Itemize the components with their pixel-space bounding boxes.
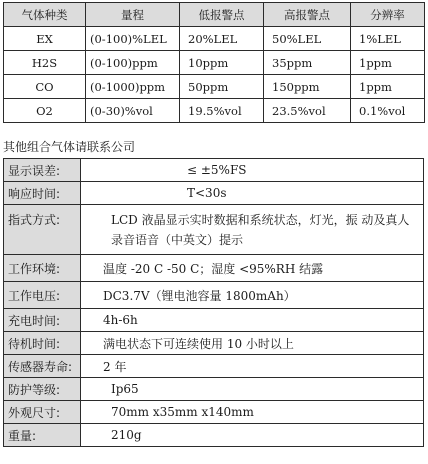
resolution-cell: 0.1%vol (351, 99, 425, 123)
gas-cell: EX (4, 27, 86, 51)
spec-label: 充电时间: (4, 309, 81, 332)
spec-value: 温度 -20 C -50 C；湿度 <95%RH 结露 (81, 255, 424, 282)
gas-cell: CO (4, 75, 86, 99)
spec-value: Ip65 (81, 378, 424, 401)
spec-value: 2 年 (81, 355, 424, 378)
gas-cell: O2 (4, 99, 86, 123)
spec-row (4, 332, 424, 355)
contact-note: 其他组合气体请联系公司 (3, 140, 136, 154)
spec-value: LCD 液晶显示实时数据和系统状态，灯光，振 动及真人录音语音（中英文）提示 (81, 205, 424, 255)
table-row (4, 51, 425, 75)
range-cell: (0-100)%LEL (86, 27, 180, 51)
table-row (4, 75, 425, 99)
header-range: 量程 (86, 3, 180, 27)
spec-label: 工作环境: (4, 255, 81, 282)
resolution-cell: 1%LEL (351, 27, 425, 51)
spec-value: 满电状态下可连续使用 10 小时以上 (81, 332, 424, 355)
spec-label: 显示误差: (4, 159, 81, 182)
table-row (4, 99, 425, 123)
low-alarm-cell: 19.5%vol (180, 99, 264, 123)
spec-row (4, 401, 424, 424)
low-alarm-cell: 20%LEL (180, 27, 264, 51)
resolution-cell: 1ppm (351, 51, 425, 75)
high-alarm-cell: 150ppm (264, 75, 351, 99)
spec-value: 210g (81, 424, 424, 447)
table-row (4, 27, 425, 51)
table-header-row (4, 3, 425, 27)
high-alarm-cell: 35ppm (264, 51, 351, 75)
header-low-alarm: 低报警点 (180, 3, 264, 27)
spec-table (3, 158, 424, 447)
spec-label: 工作电压: (4, 282, 81, 309)
header-resolution: 分辨率 (351, 3, 425, 27)
spec-row (4, 205, 424, 255)
spec-value: DC3.7V（锂电池容量 1800mAh） (81, 282, 424, 309)
range-cell: (0-30)%vol (86, 99, 180, 123)
spec-row (4, 182, 424, 205)
range-cell: (0-1000)ppm (86, 75, 180, 99)
gas-range-table (3, 2, 425, 123)
spec-label: 防护等级: (4, 378, 81, 401)
spec-label: 指式方式: (4, 205, 81, 255)
spec-label: 传感器寿命: (4, 355, 81, 378)
spec-row (4, 355, 424, 378)
resolution-cell: 1ppm (351, 75, 425, 99)
spec-row (4, 255, 424, 282)
range-cell: (0-100)ppm (86, 51, 180, 75)
spec-row (4, 159, 424, 182)
high-alarm-cell: 23.5%vol (264, 99, 351, 123)
header-high-alarm: 高报警点 (264, 3, 351, 27)
spec-row (4, 378, 424, 401)
spec-label: 待机时间: (4, 332, 81, 355)
spec-row (4, 424, 424, 447)
high-alarm-cell: 50%LEL (264, 27, 351, 51)
spec-value: 4h-6h (81, 309, 424, 332)
spec-label: 重量: (4, 424, 81, 447)
spec-value: ≤ ±5%FS (81, 159, 424, 182)
low-alarm-cell: 50ppm (180, 75, 264, 99)
spec-value: 70mm x35mm x140mm (81, 401, 424, 424)
spec-row (4, 309, 424, 332)
spec-row (4, 282, 424, 309)
spec-value: T<30s (81, 182, 424, 205)
low-alarm-cell: 10ppm (180, 51, 264, 75)
spec-label: 响应时间: (4, 182, 81, 205)
header-gas-type: 气体种类 (4, 3, 86, 27)
gas-cell: H2S (4, 51, 86, 75)
spec-label: 外观尺寸: (4, 401, 81, 424)
